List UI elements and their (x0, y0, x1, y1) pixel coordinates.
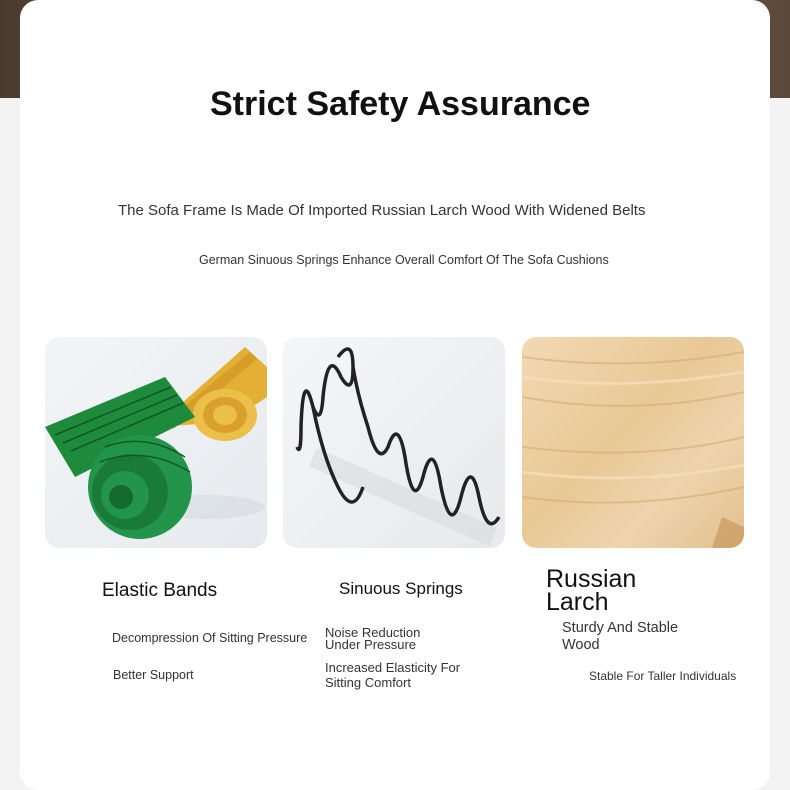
content-card (20, 0, 770, 790)
sinuous-springs-photo (283, 337, 505, 548)
elastic-bands-photo (45, 337, 267, 548)
feature-point: Decompression Of Sitting Pressure (112, 631, 308, 645)
subtitle-springs: German Sinuous Springs Enhance Overall Comfort Of The Sofa Cushions (199, 253, 609, 267)
subtitle-frame: The Sofa Frame Is Made Of Imported Russian Larch Wood With Widened Belts (118, 202, 646, 219)
feature-title-russian-larch: Russian Larch (546, 565, 637, 616)
page-title: Strict Safety Assurance (210, 85, 591, 123)
feature-point: Stable For Taller Individuals (589, 669, 737, 683)
feature-point: Increased Elasticity For Sitting Comfort (325, 660, 461, 690)
feature-point: Sturdy And Stable Wood (562, 620, 679, 653)
feature-point: Better Support (113, 668, 194, 682)
feature-point: Noise Reduction Under Pressure (325, 625, 421, 652)
feature-title-elastic-bands: Elastic Bands (102, 580, 218, 601)
feature-title-sinuous-springs: Sinuous Springs (339, 579, 463, 598)
russian-larch-wood-photo (522, 337, 744, 548)
